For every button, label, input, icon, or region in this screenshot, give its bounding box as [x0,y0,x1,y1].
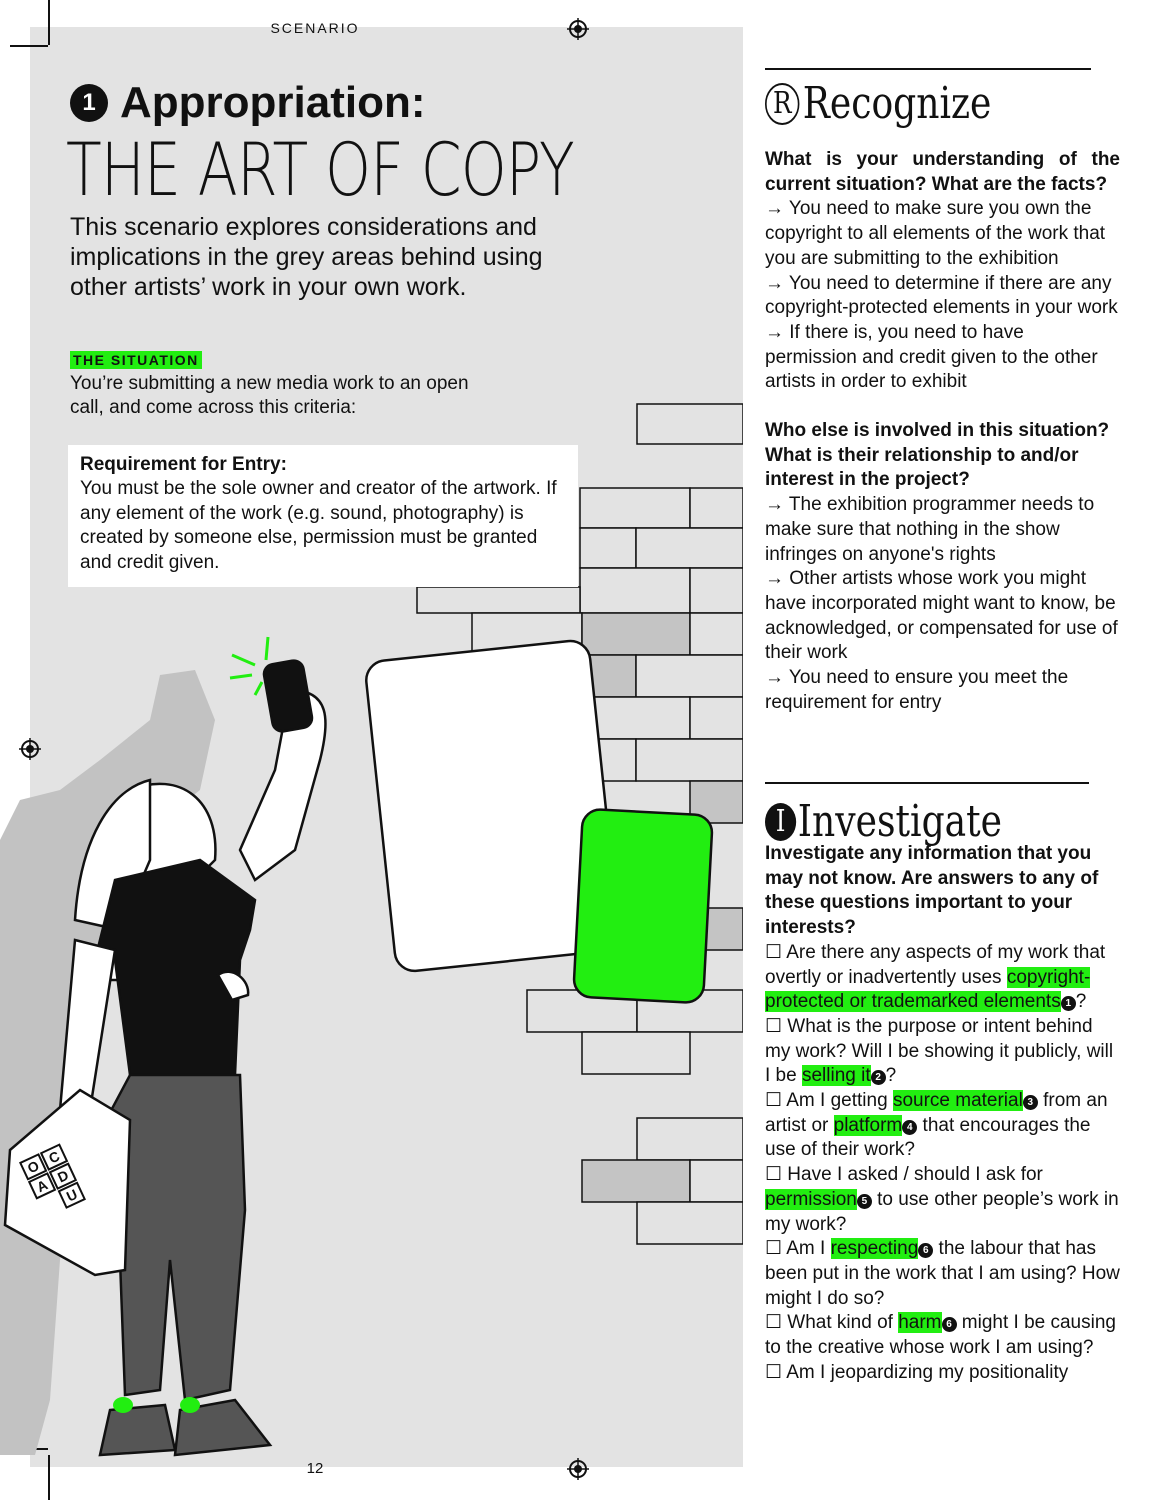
checklist-item: ☐ Have I asked / should I ask for permission 5 to use other people’s work in my work? [765,1164,1119,1235]
checklist-item: ☐ Am I jeopardizing my positionality [765,1361,1069,1383]
bag-letter: U [58,1181,86,1208]
highlight: copyright-protected or trademarked elements [765,966,1091,1013]
footnote-badge: 4 [902,1120,917,1135]
footnote-badge: 6 [918,1243,933,1258]
highlight: respecting [830,1238,919,1260]
bag-letter: A [28,1172,56,1199]
answer-line: → Other artists whose work you might have incorporated might want to know, be acknowledged, or compensated for use of their work [765,568,1118,664]
scenario-title [70,78,426,128]
investigate-title: Investigate [797,796,1003,847]
green-poster [573,809,713,1004]
camera-flash-icon [230,637,268,695]
crop-mark [48,0,50,45]
checklist-item: ☐ Are there any aspects of my work that overtly or inadvertently uses copyright-protected or trademarked elements 1 ? [765,941,1106,1013]
recognize-question-2: Who else is involved in this situation? What is their relationship to and/or interest in the project? [765,420,1110,491]
title-subheading: THE ART OF COPY [66,128,574,214]
title-heading: Appropriation: [120,78,426,127]
requirement-box [68,445,578,587]
footnote-badge: 2 [871,1070,886,1085]
highlight: permission [765,1188,857,1210]
requirement-title: Requirement for Entry: [80,454,287,475]
situation-text: You’re submitting a new media work to an open call, and come across this criteria: [70,373,469,418]
section-label: SCENARIO [270,20,360,36]
highlight: selling it [801,1065,871,1087]
highlight: harm [898,1312,942,1334]
page-number: 12 [306,1460,324,1477]
answer-line: → If there is, you need to have permission and credit given to the other artists in order to exhibit [765,321,1098,393]
highlight: platform [833,1114,903,1136]
answer-line: → You need to ensure you meet the requirement for entry [765,667,1069,713]
checklist-item: ☐ Am I getting source material 3 from an artist or platform 4 that encourages the use of their work? [765,1090,1108,1161]
footnote-badge: 6 [942,1317,957,1332]
divider [765,68,1091,70]
answer-line: → You need to make sure you own the copyright to all elements of the work that you are submitting to the exhibition [765,198,1106,269]
crop-mark [10,45,48,47]
recognize-content [765,148,1120,715]
investigate-content [765,842,1120,1385]
footnote-badge: 5 [857,1194,872,1209]
recognize-letter-badge: R [765,83,799,125]
investigate-intro: Investigate any information that you may not know. Are answers to any of these questions important to your interests? [765,843,1099,939]
footnote-badge: 3 [1023,1095,1038,1110]
requirement-body: You must be the sole owner and creator of the artwork. If any element of the work (e.g. sound, photography) is created by someone else, permission must be granted and credit given. [80,478,557,573]
registration-mark-icon [567,1458,589,1480]
bag-letter: O [19,1153,47,1180]
investigate-letter-badge: I [765,803,796,841]
recognize-title: Recognize [802,78,992,129]
scenario-number-badge: 1 [70,84,108,122]
bag-letter: C [40,1143,68,1170]
situation-tag: THE SITUATION [70,351,202,369]
checklist-item: ☐ What kind of harm 6 might I be causing to the creative whose work I am using? [765,1312,1116,1359]
crop-mark [48,1455,50,1500]
checklist-item: ☐ What is the purpose or intent behind my work? Will I be showing it publicly, will I be selling it 2 ? [765,1015,1114,1087]
recognize-heading [765,78,1056,129]
bag-letter: D [49,1162,77,1189]
registration-mark-icon [567,18,589,40]
answer-line: → The exhibition programmer needs to make sure that nothing in the show infringes on anyone's rights [765,494,1095,565]
divider [765,782,1089,784]
recognize-question-1: What is your understanding of the current situation? What are the facts? [765,149,1120,195]
investigate-heading [765,796,1056,847]
highlight: source material [892,1090,1023,1112]
answer-line: → You need to determine if there are any copyright-protected elements in your work [765,272,1118,319]
footnote-badge: 1 [1061,996,1076,1011]
checklist-item: ☐ Am I respecting 6 the labour that has been put in the work that I am using? How might I do so? [765,1238,1120,1309]
intro-paragraph: This scenario explores considerations and implications in the grey areas behind using other artists’ work in your own work. [70,213,543,301]
